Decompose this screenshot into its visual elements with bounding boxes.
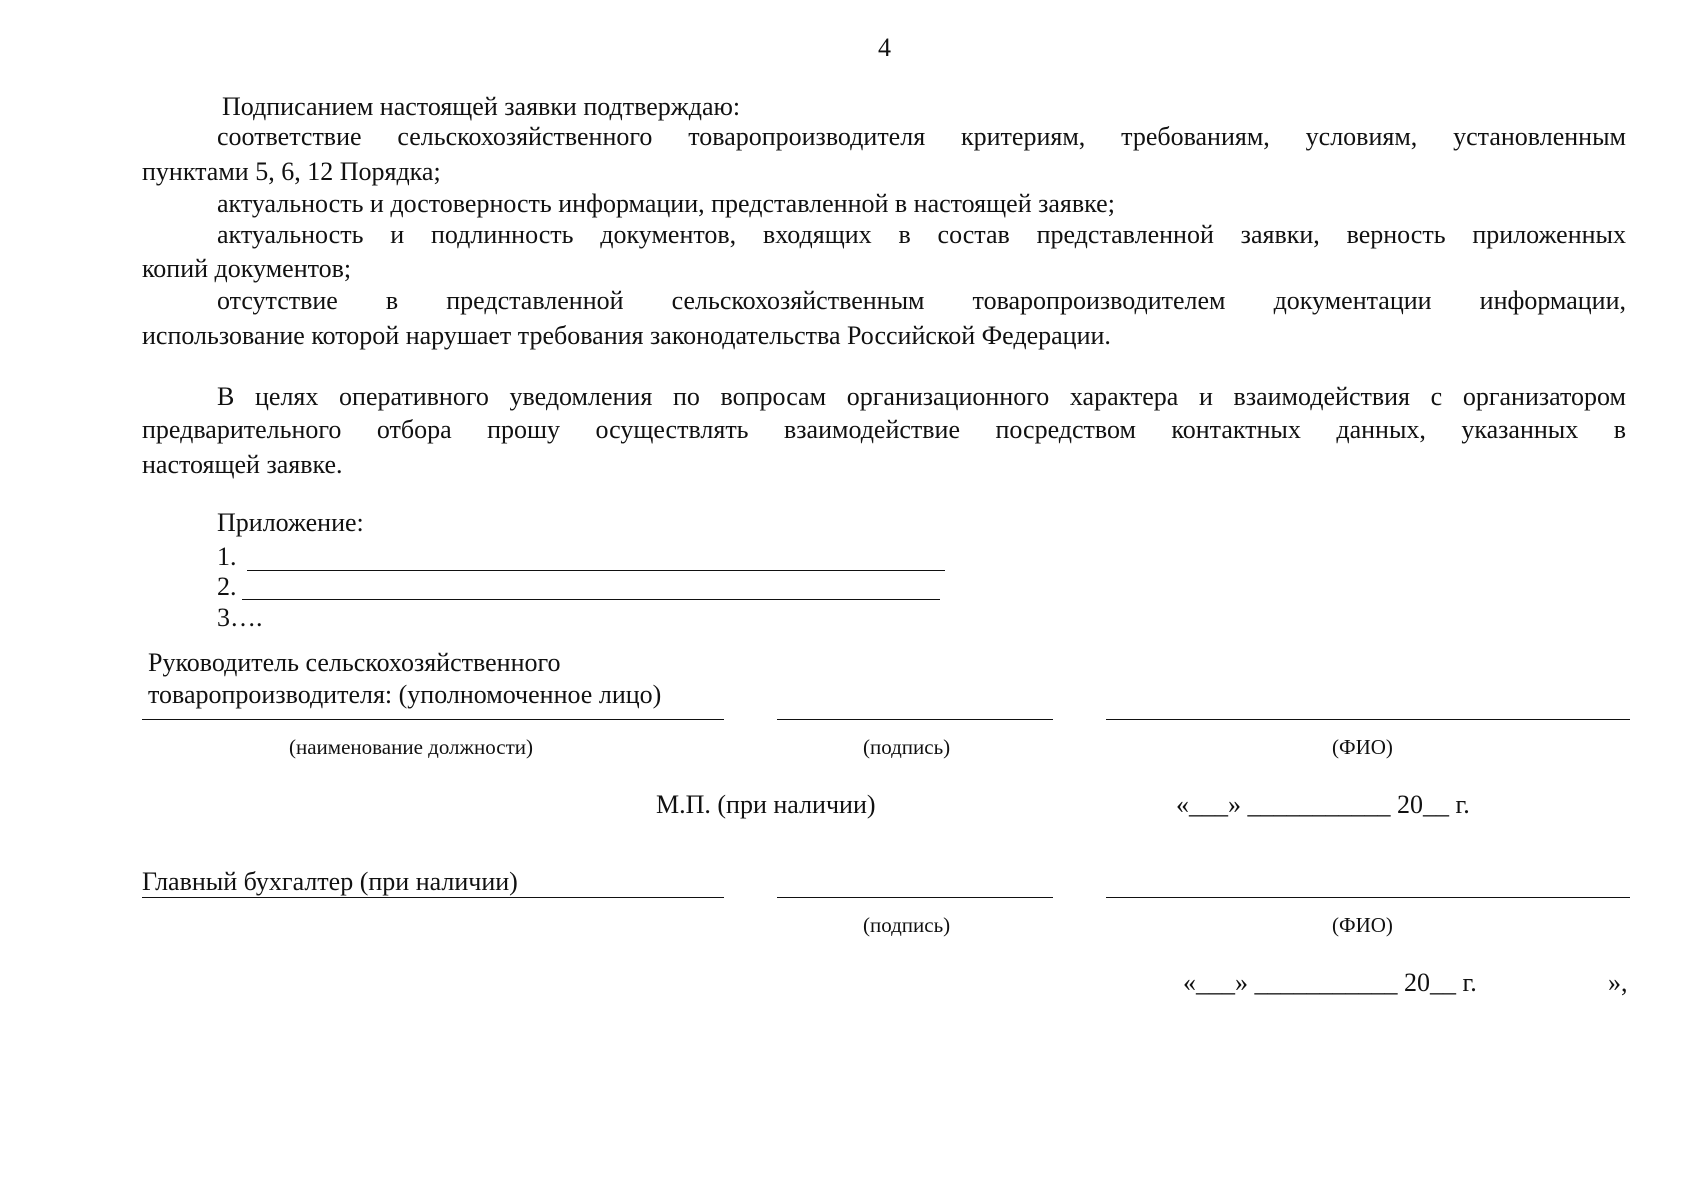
head-signature-line bbox=[777, 719, 1053, 720]
accountant-name-caption: (ФИО) bbox=[1332, 913, 1393, 937]
accountant-name-line bbox=[1106, 897, 1630, 898]
accountant-signature-caption: (подпись) bbox=[863, 913, 951, 937]
attachment-item-1: 1. bbox=[217, 542, 237, 571]
head-title-line-1: Руководитель сельскохозяйственного bbox=[148, 648, 561, 677]
attachments-title: Приложение: bbox=[217, 508, 364, 537]
notice-line-1: В целях оперативного уведомления по вопросам организационного характера и взаимодействия с организатором bbox=[217, 382, 1626, 411]
accountant-title: Главный бухгалтер (при наличии) bbox=[142, 867, 518, 896]
confirm-item-4-line-2: использование которой нарушает требования законодательства Российской Федерации. bbox=[142, 321, 1111, 350]
notice-line-2: предварительного отбора прошу осуществлять взаимодействие посредством контактных данных, указанных в bbox=[142, 415, 1626, 444]
confirm-item-2: актуальность и достоверность информации, представленной в настоящей заявке; bbox=[217, 189, 1115, 218]
attachment-item-2: 2. bbox=[217, 572, 237, 601]
attachment-1-blank-line bbox=[247, 570, 945, 571]
head-date: «___» ___________ 20__ г. bbox=[1176, 790, 1470, 819]
notice-line-3: настоящей заявке. bbox=[142, 450, 343, 479]
head-position-caption: (наименование должности) bbox=[289, 735, 534, 759]
confirm-item-1-line-1: соответствие сельскохозяйственного товаропроизводителя критериям, требованиям, условиям, установленным bbox=[217, 122, 1626, 151]
attachment-2-blank-line bbox=[242, 599, 940, 600]
head-signature-caption: (подпись) bbox=[863, 735, 951, 759]
accountant-signature-line bbox=[777, 897, 1053, 898]
accountant-title-line bbox=[142, 897, 724, 898]
head-name-caption: (ФИО) bbox=[1332, 735, 1393, 759]
confirm-item-1-line-2: пунктами 5, 6, 12 Порядка; bbox=[142, 157, 441, 186]
confirm-item-3-line-1: актуальность и подлинность документов, входящих в состав представленной заявки, верность приложенных bbox=[217, 220, 1626, 249]
stamp-label: М.П. (при наличии) bbox=[656, 790, 876, 819]
head-title-line-2: товаропроизводителя: (уполномоченное лицо) bbox=[148, 680, 662, 709]
attachment-item-3: 3…. bbox=[217, 603, 263, 632]
head-position-line bbox=[142, 719, 724, 720]
accountant-date: «___» ___________ 20__ г. bbox=[1183, 968, 1477, 997]
page-number: 4 bbox=[878, 33, 891, 62]
closing-quote: », bbox=[1608, 968, 1628, 997]
confirm-item-4-line-1: отсутствие в представленной сельскохозяйственным товаропроизводителем документации информации, bbox=[217, 286, 1626, 315]
confirm-item-3-line-2: копий документов; bbox=[142, 254, 352, 283]
head-name-line bbox=[1106, 719, 1630, 720]
confirm-intro: Подписанием настоящей заявки подтверждаю: bbox=[222, 92, 741, 121]
